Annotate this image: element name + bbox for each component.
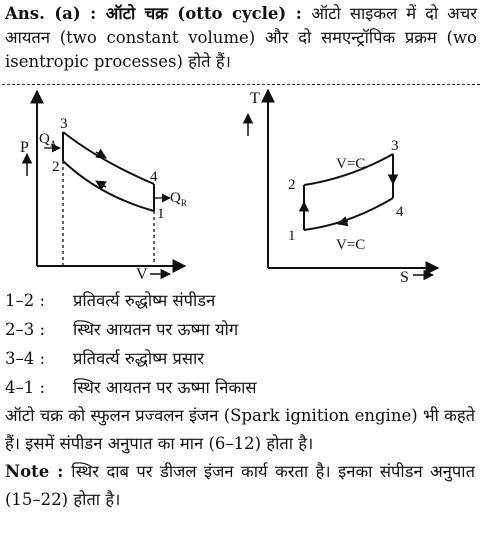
ts-point-4: 4 — [396, 204, 404, 220]
otto-cycle-diagrams — [0, 86, 482, 286]
pv-point-1: 1 — [157, 206, 165, 222]
pv-x-label: V — [136, 266, 148, 283]
list-item — [5, 286, 475, 315]
pv-diagram — [20, 91, 187, 283]
pv-point-4: 4 — [150, 169, 158, 185]
ts-diagram — [248, 90, 438, 286]
ts-x-label: S — [400, 269, 409, 286]
list-item — [5, 344, 475, 373]
answer-intro — [5, 2, 477, 74]
pv-point-2: 2 — [52, 159, 60, 175]
step-description: स्थिर आयतन पर ऊष्मा निकास — [73, 378, 257, 397]
note-label: Note : — [5, 462, 72, 481]
step-description: प्रतिवर्त्य रुद्धोष्म संपीडन — [73, 291, 216, 310]
step-number: 4–1 : — [5, 378, 46, 397]
answer-heading: ऑटो चक्र (otto cycle) : — [105, 4, 312, 23]
ts-process-4-1 — [304, 198, 393, 230]
ts-point-3: 3 — [391, 138, 399, 154]
step-description: स्थिर आयतन पर ऊष्मा योग — [73, 320, 239, 339]
pv-y-label: P — [20, 139, 29, 156]
pv-process-3-4 — [63, 132, 154, 184]
note-text: स्थिर दाब पर डीजल इंजन कार्य करता है। इनका संपीडन अनुपात (15–22) होता है। — [5, 462, 475, 509]
list-item — [5, 315, 475, 344]
section-divider — [2, 84, 480, 85]
step-number: 1–2 : — [5, 291, 46, 310]
pv-qr-label: $Q_R$ — [170, 190, 187, 208]
ts-point-1: 1 — [288, 228, 296, 244]
note-paragraph — [5, 458, 475, 514]
explanation-paragraph: ऑटो चक्र को स्फुलन प्रज्वलन इंजन (Spark ignition engine) भी कहते हैं। इसमें संपीडन अनुपात का मान (6–12) होता है। — [5, 406, 475, 453]
pv-qa-label: $Q_A$ — [39, 131, 57, 149]
step-number: 3–4 : — [5, 349, 46, 368]
answer-text: ऑटो साइकल में दो अचर आयतन (two constant volume) और दो समएन्ट्रॉपिक प्रक्रम (wo isentropic processes) होते हैं। — [5, 4, 477, 71]
pv-point-3: 3 — [60, 116, 68, 132]
list-item — [5, 373, 475, 402]
pv-process-1-2 — [63, 161, 154, 211]
step-number: 2–3 : — [5, 320, 46, 339]
answer-label: Ans. (a) : — [5, 4, 106, 23]
ts-y-label: T — [250, 90, 260, 107]
ts-top-label: V=C — [336, 156, 366, 172]
step-description: प्रतिवर्त्य रुद्धोष्म प्रसार — [73, 349, 205, 368]
ts-point-2: 2 — [288, 177, 296, 193]
ts-bottom-label: V=C — [336, 237, 366, 253]
process-steps-list — [5, 286, 475, 402]
